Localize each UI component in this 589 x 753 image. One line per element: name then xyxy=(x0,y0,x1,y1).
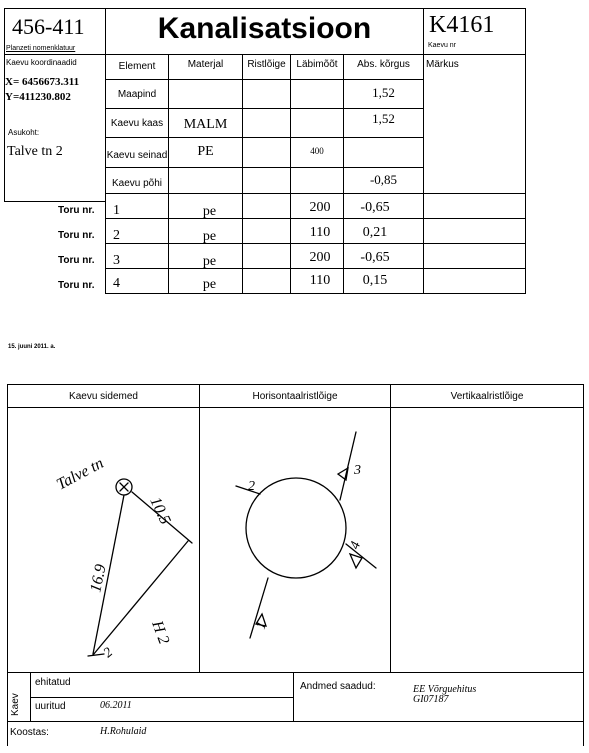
connections-sketch xyxy=(8,408,199,672)
pipe-material: pe xyxy=(202,204,217,219)
pipe-height: -0,65 xyxy=(360,200,390,215)
x-coordinate: X= 6456673.311 xyxy=(5,76,80,88)
author-label: Koostas: xyxy=(10,727,49,738)
row-element: Kaevu seinad xyxy=(106,150,168,161)
row-element: Kaevu kaas xyxy=(110,118,164,129)
pipe-material: pe xyxy=(202,229,217,244)
pipe-material: pe xyxy=(202,277,217,292)
author-value: H.Rohulaid xyxy=(100,726,147,737)
pipe-height: -0,65 xyxy=(360,250,390,265)
house-label: H 2 xyxy=(148,618,173,647)
pipe-number: 1 xyxy=(113,203,120,218)
pipe-number: 2 xyxy=(113,228,120,243)
pipe-number-label: 1 xyxy=(253,619,271,632)
pipe-diameter: 200 xyxy=(309,200,331,215)
street-label: Talve tn xyxy=(53,454,107,494)
pipe-label: Toru nr. xyxy=(58,205,95,216)
source-label: Andmed saadud: xyxy=(300,681,376,692)
distance-label: 16.9 xyxy=(87,562,110,594)
pipe-label: Toru nr. xyxy=(58,255,95,266)
distance-label: 10.5 xyxy=(146,494,174,528)
col-header-diameter: Läbimõõt xyxy=(296,59,338,70)
col-header-section: Ristlõige xyxy=(247,59,286,70)
coords-caption: Kaevu koordinaadid xyxy=(6,58,77,67)
panel-title-connections: Kaevu sidemed xyxy=(69,391,138,402)
built-label: ehitatud xyxy=(35,677,71,688)
footer-side-label: Kaev xyxy=(10,693,21,716)
pipe-number-label: 4 xyxy=(347,539,365,552)
sheet-number: 456-411 xyxy=(12,14,85,39)
well-section-circle xyxy=(246,478,346,578)
document-date: 15. juuni 2011. a. xyxy=(8,344,56,350)
pipe-material: pe xyxy=(202,254,217,269)
panel-title-vertical-section: Vertikaalristlõige xyxy=(450,391,524,402)
surveyed-value: 06.2011 xyxy=(100,700,132,711)
corner-label: 2 xyxy=(100,645,116,662)
pipe-number: 3 xyxy=(113,253,120,268)
row-diameter: 400 xyxy=(310,146,324,156)
surveyed-label: uuritud xyxy=(35,701,66,712)
source-line-2: GI07187 xyxy=(413,694,449,705)
row-height: 1,52 xyxy=(372,111,395,126)
pipe-number-label: 3 xyxy=(354,463,361,478)
address-caption: Asukoht: xyxy=(8,128,40,137)
pipe-label: Toru nr. xyxy=(58,230,95,241)
page-title: Kanalisatsioon xyxy=(157,12,372,45)
pipe-diameter: 200 xyxy=(309,250,331,265)
col-header-material: Materjal xyxy=(187,59,224,70)
row-height: -0,85 xyxy=(369,172,398,187)
well-caption: Kaevu nr xyxy=(428,42,457,49)
col-header-element: Element xyxy=(118,61,156,72)
row-element: Kaevu põhi xyxy=(111,178,163,189)
address: Talve tn 2 xyxy=(7,144,63,159)
pipe-number-label: 2 xyxy=(248,479,255,494)
pipe-number: 4 xyxy=(113,276,120,291)
pipe-diameter: 110 xyxy=(309,225,331,240)
pipe-label: Toru nr. xyxy=(58,280,95,291)
row-element: Maapind xyxy=(117,89,157,100)
well-number: K4161 xyxy=(429,12,495,38)
horizontal-section-sketch xyxy=(200,408,390,672)
sheet-caption: Planzeti nomenklatuur xyxy=(6,45,76,52)
pipe-height: 0,15 xyxy=(362,273,388,288)
col-header-notes: Märkus xyxy=(426,59,459,70)
house-wall-line xyxy=(93,541,188,655)
pipe-diameter: 110 xyxy=(309,273,331,288)
panel-title-horizontal-section: Horisontaalristlõige xyxy=(252,391,338,402)
col-header-height: Abs. kõrgus xyxy=(357,59,410,70)
row-material: MALM xyxy=(183,117,228,132)
y-coordinate: Y=411230.802 xyxy=(5,91,71,103)
row-height: 1,52 xyxy=(372,85,395,100)
row-material: PE xyxy=(197,144,214,159)
source-line-1: EE Võrguehitus xyxy=(413,684,477,695)
pipe-height: 0,21 xyxy=(362,225,388,240)
